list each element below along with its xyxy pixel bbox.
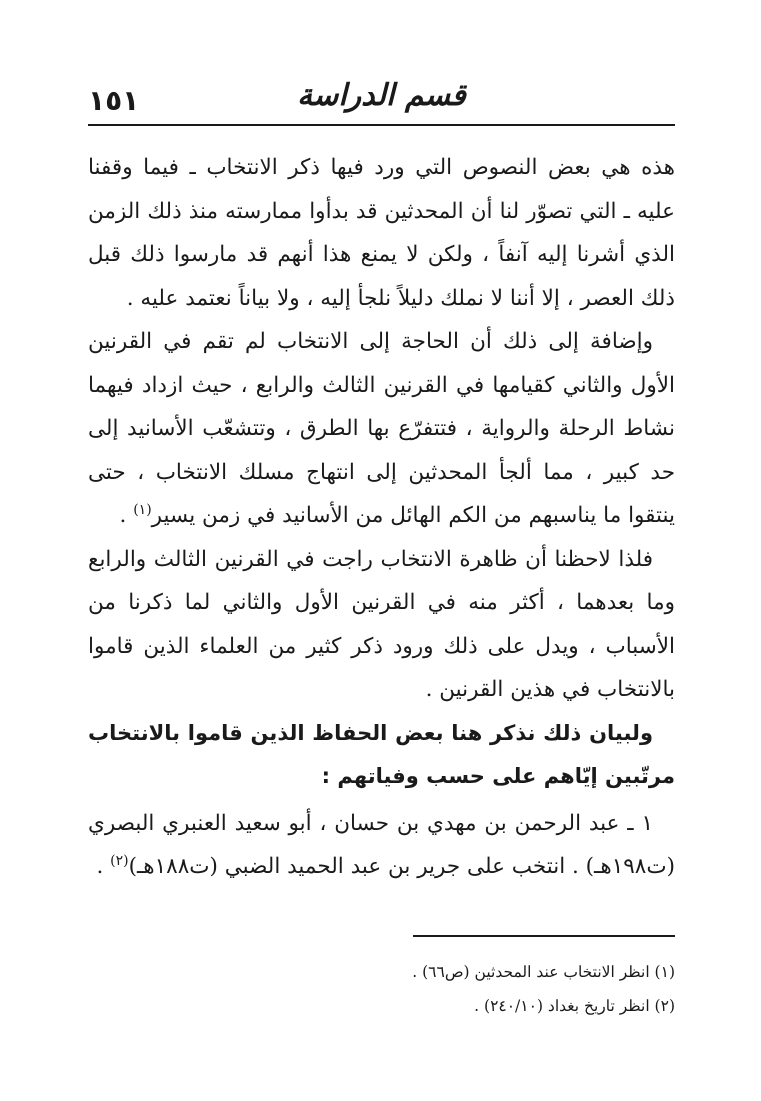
page-number: ١٥١ [88,84,140,117]
paragraph-2 [88,320,675,538]
list-entry-1-text: ١ ـ عبد الرحمن بن مهدي بن حسان ، أبو سعيد العنبري البصري (ت١٩٨هـ) . انتخب على جرير بن عبد الحميد الضبي (ت١٨٨هـ) [88,810,675,879]
paragraph-2-text: وإضافة إلى ذلك أن الحاجة إلى الانتخاب لم تقم في القرنين الأول والثاني كقيامها في القرنين الثالث والرابع ، حيث ازداد فيهما نشاط الرحلة والرواية ، فتتفرّع بها الطرق ، وتتشعّب الأسانيد إلى حد كبير ، مما ألجأ المحدثين إلى انتهاج مسلك الانتخاب ، حتى ينتقوا ما يناسبهم من الكم الهائل من الأسانيد في زمن يسير [88,329,675,528]
footnote-1: (١) انظر الانتخاب عند المحدثين (ص٦٦) . [412,963,675,981]
paragraph-4-bold: ولبيان ذلك نذكر هنا بعض الحفاظ الذين قاموا بالانتخاب مرتّبين إيّاهم على حسب وفياتهم : [88,720,675,788]
list-entry-1 [88,802,675,889]
list-entry-1-end: . [96,854,111,879]
footnote-ref-2: (٢) [110,852,129,869]
footnotes [88,955,675,1023]
footnote-ref-1: (١) [133,501,152,518]
paragraph-2-end: . [119,503,134,528]
paragraph-1: هذه هي بعض النصوص التي ورد فيها ذكر الانتخاب ـ فيما وقفنا عليه ـ التي تصوّر لنا أن المحدثين قد بدأوا ممارسته منذ ذلك الزمن الذي أشرنا إليه آنفاً ، ولكن لا يمنع هذا أنهم قد مارسوا ذلك قبل ذلك العصر ، إلا أننا لا نملك دليلاً نلجأ إليه ، ولا بياناً نعتمد عليه . [88,155,675,311]
running-title: قسم الدراسة [297,78,466,113]
paragraph-3: فلذا لاحظنا أن ظاهرة الانتخاب راجت في القرنين الثالث والرابع وما بعدهما ، أكثر منه في القرنين الأول والثاني لما ذكرنا من الأسباب ، ويدل على ذلك ورود ذكر كثير من العلماء الذين قاموا بالانتخاب في هذين القرنين . [88,546,675,702]
page-header [88,78,675,120]
main-text [88,146,675,889]
header-rule [88,124,675,126]
footnote-rule [413,935,675,937]
footnote-2: (٢) انظر تاريخ بغداد (٢٤٠/١٠) . [474,997,675,1015]
